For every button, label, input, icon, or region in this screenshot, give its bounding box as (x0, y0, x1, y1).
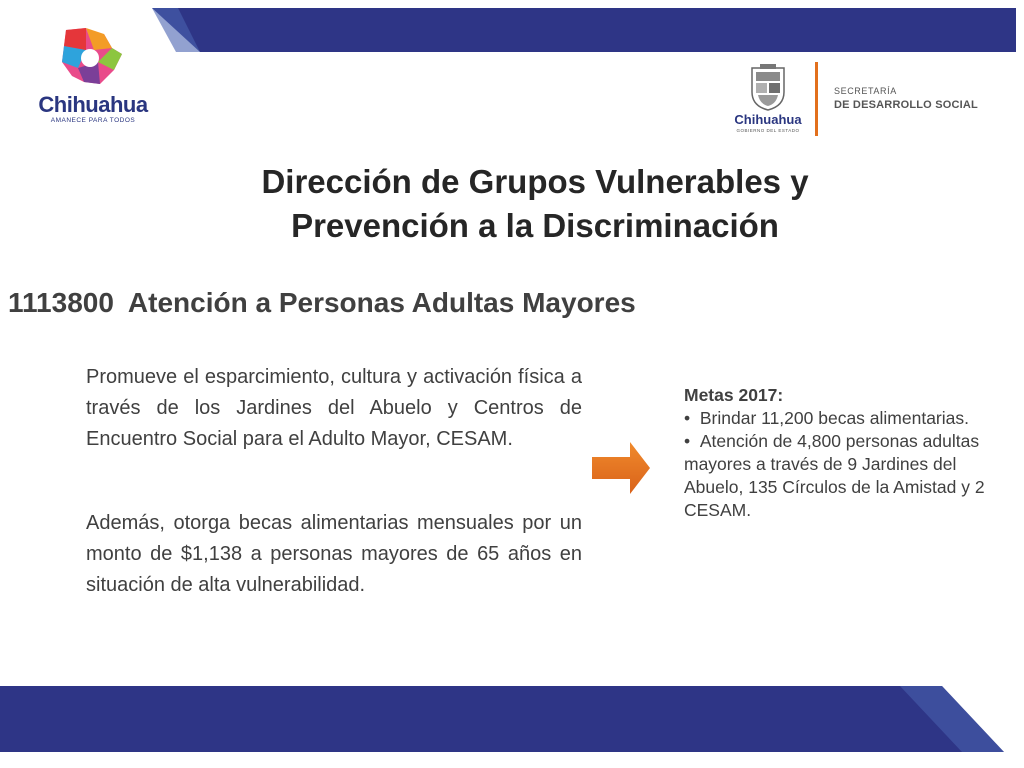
program-heading (8, 287, 636, 319)
chihuahua-map-icon (28, 24, 158, 92)
logo-tagline: AMANECE PARA TODOS (50, 117, 136, 124)
description-paragraph-2: Además, otorga becas alimentarias mensuales por un monto de $1,138 a personas mayores de 65 años en situación de alta vulnerabilidad. (86, 512, 582, 596)
program-code: 1113800 (8, 287, 114, 318)
secretaria-logo (722, 62, 1002, 140)
right-arrow-icon (590, 440, 652, 496)
bottom-banner (0, 686, 1024, 768)
title-line-2: Prevención a la Discriminación (291, 207, 779, 244)
goals-box (684, 384, 1019, 522)
title-line-1: Dirección de Grupos Vulnerables y (261, 163, 809, 200)
chihuahua-logo (28, 24, 158, 128)
description-paragraph-1: Promueve el esparcimiento, cultura y activación física a través de los Jardines del Abuelo y Centros de Encuentro Social para el Adulto Mayor, CESAM. (86, 366, 582, 450)
goal-item-text: Atención de 4,800 personas adultas mayores a través de 9 Jardines del Abuelo, 135 Círculos de la Amistad y 2 CESAM. (684, 431, 985, 520)
program-name: Atención a Personas Adultas Mayores (127, 287, 636, 318)
goal-item: • Atención de 4,800 personas adultas mayores a través de 9 Jardines del Abuelo, 135 Círculos de la Amistad y 2 CESAM. (684, 431, 985, 520)
state-name: Chihuahua (734, 112, 802, 127)
goal-item: • Brindar 11,200 becas alimentarias. (684, 408, 969, 428)
department-label: DE DESARROLLO SOCIAL (834, 99, 978, 111)
goals-heading: Metas 2017: (684, 385, 784, 405)
government-label: GOBIERNO DEL ESTADO (736, 128, 800, 133)
logo-wordmark: Chihuahua (38, 92, 148, 117)
state-shield-icon (722, 62, 814, 112)
page-title (160, 160, 910, 248)
secretaria-label: SECRETARÍA (834, 86, 897, 96)
logo-divider (815, 62, 818, 136)
goal-item-text: Brindar 11,200 becas alimentarias. (699, 408, 969, 428)
